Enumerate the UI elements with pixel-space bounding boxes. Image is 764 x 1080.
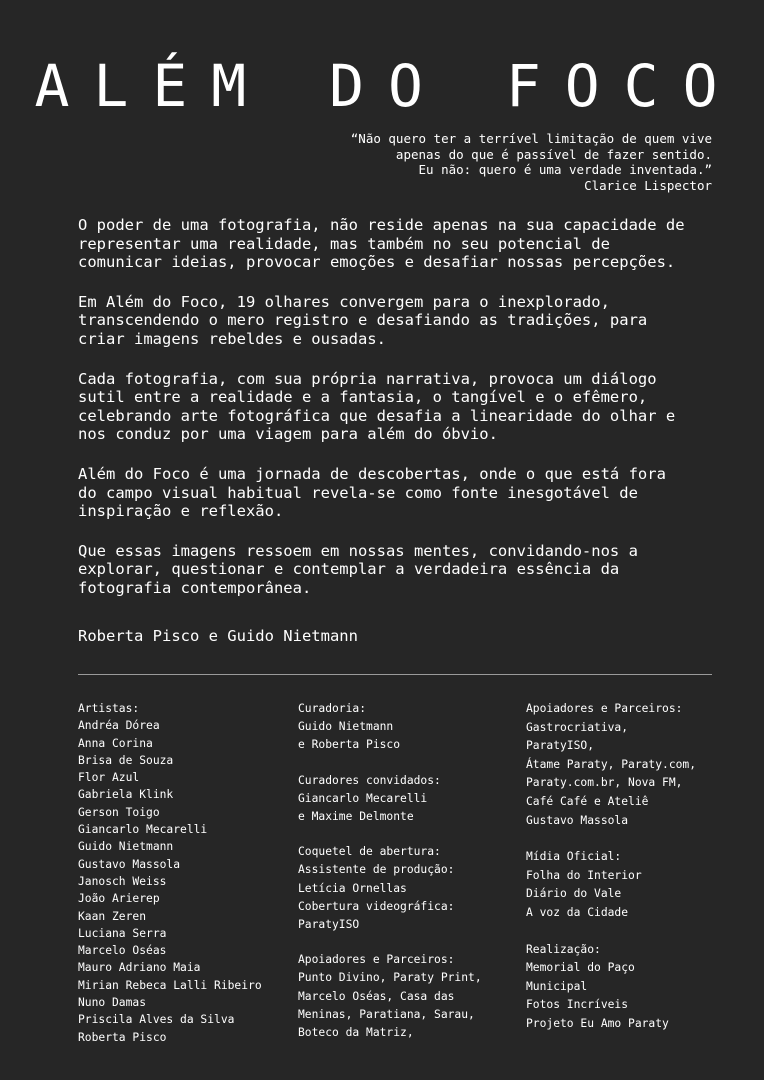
paragraph-2	[78, 293, 738, 349]
credits-heading: Artistas:	[78, 702, 140, 715]
paragraph-3	[78, 370, 738, 444]
artist-name: Janosch Weiss	[78, 874, 167, 888]
credits-group-curadoria	[298, 700, 482, 755]
text-line: inspiração e reflexão.	[78, 502, 284, 521]
artist-name: Giancarlo Mecarelli	[78, 823, 208, 837]
credits-line: Gustavo Massola	[526, 813, 629, 827]
paragraph-4	[78, 465, 738, 521]
artist-name: Mauro Adriano Maia	[78, 961, 201, 975]
credits-line: A voz da Cidade	[526, 905, 629, 919]
paragraph-5	[78, 542, 738, 598]
text-line: O poder de uma fotografia, não reside apenas na sua capacidade de	[78, 216, 685, 234]
text-line: comunicar ideias, provocar emoções e desafiar nossas percepções.	[78, 253, 676, 272]
credits-line: e Maxime Delmonte	[298, 810, 414, 824]
epigraph-quote	[252, 131, 712, 193]
text-line: fotografia contemporânea.	[78, 578, 312, 597]
credits-line: Cobertura videográfica:	[298, 899, 455, 913]
credits-line: Giancarlo Mecarelli	[298, 791, 428, 805]
text-line: explorar, questionar e contemplar a verdadeira essência da	[78, 560, 620, 579]
quote-author: Clarice Lispector	[584, 177, 712, 193]
credits-line: e Roberta Pisco	[298, 738, 401, 752]
page-title: ALÉM DO FOCO	[34, 52, 742, 120]
credits-line: Boteco da Matriz,	[298, 1026, 414, 1040]
credits-artists-column	[78, 700, 262, 1046]
credits-partners-column	[526, 700, 696, 1052]
artist-name: Gabriela Klink	[78, 788, 174, 802]
credits-line: Projeto Eu Amo Paraty	[526, 1016, 669, 1030]
artist-name: Mirian Rebeca Lalli Ribeiro	[78, 978, 262, 992]
credits-heading: Realização:	[526, 942, 601, 956]
credits-group-guest-curators	[298, 772, 482, 827]
text-line: celebrando arte fotográfica que desafia a linearidade do olhar e	[78, 406, 676, 425]
artist-name: Kaan Zeren	[78, 909, 147, 923]
quote-line: apenas do que é passível de fazer sentido.	[395, 146, 712, 162]
quote-line: “Não quero ter a terrível limitação de quem vive	[350, 131, 712, 146]
credits-heading: Curadoria:	[298, 702, 367, 715]
artist-name: Priscila Alves da Silva	[78, 1013, 235, 1027]
credits-line: Letícia Ornellas	[298, 881, 407, 895]
credits-heading: Apoiadores e Parceiros:	[298, 953, 455, 967]
credits-line: Diário do Vale	[526, 887, 622, 901]
credits-heading: Coquetel de abertura:	[298, 845, 441, 859]
text-line: transcendendo o mero registro e desafiando as tradições, para	[78, 311, 648, 330]
credits-line: Folha do Interior	[526, 868, 642, 882]
artist-name: Roberta Pisco	[78, 1030, 167, 1044]
credits-heading: Apoiadores e Parceiros:	[526, 702, 683, 715]
text-line: criar imagens rebeldes e ousadas.	[78, 329, 386, 348]
artist-name: Gustavo Massola	[78, 857, 181, 871]
text-line: Em Além do Foco, 19 olhares convergem para o inexplorado,	[78, 292, 610, 311]
text-line: do campo visual habitual revela-se como fonte inesgotável de	[78, 483, 638, 502]
credits-line: Café Café e Ateliê	[526, 794, 649, 808]
credits-line: Punto Divino, Paraty Print,	[298, 971, 482, 985]
signature: Roberta Pisco e Guido Nietmann	[78, 627, 358, 645]
credits-line: Meninas, Paratiana, Sarau,	[298, 1007, 475, 1021]
artist-name: Anna Corina	[78, 736, 153, 750]
text-line: nos conduz por uma viagem para além do óbvio.	[78, 425, 498, 444]
artist-name: Gerson Toigo	[78, 805, 160, 819]
credits-group-partners	[526, 700, 696, 830]
text-line: Além do Foco é uma jornada de descobertas, onde o que está fora	[78, 464, 666, 483]
credits-line: Átame Paraty, Paraty.com,	[526, 757, 697, 771]
credits-line: Municipal	[526, 979, 588, 993]
credits-group-supporters	[298, 951, 482, 1042]
credits-group-opening	[298, 843, 482, 934]
credits-line: Paraty.com.br, Nova FM,	[526, 776, 683, 790]
text-line: Que essas imagens ressoem em nossas mentes, convidando-nos a	[78, 541, 638, 560]
curatorial-text	[78, 216, 738, 619]
credits-line: Memorial do Paço	[526, 961, 635, 975]
credits-group-media	[526, 848, 696, 922]
artist-name: Flor Azul	[78, 771, 140, 785]
artist-name: Andréa Dórea	[78, 719, 160, 733]
artist-name: Brisa de Souza	[78, 753, 174, 767]
artist-name: Luciana Serra	[78, 926, 167, 940]
credits-heading: Curadores convidados:	[298, 773, 441, 787]
credits-line: ParatyISO,	[526, 739, 595, 753]
artist-name: Marcelo Oséas	[78, 944, 167, 958]
credits-line: Fotos Incríveis	[526, 998, 629, 1012]
artist-name: Guido Nietmann	[78, 840, 174, 854]
text-line: Cada fotografia, com sua própria narrativa, provoca um diálogo	[78, 369, 657, 388]
artist-name: João Arierep	[78, 892, 160, 906]
credits-line: Guido Nietmann	[298, 720, 394, 734]
quote-line: Eu não: quero é uma verdade inventada.”	[418, 162, 712, 177]
credits-line: Marcelo Oséas, Casa das	[298, 989, 455, 1003]
credits-heading: Mídia Oficial:	[526, 850, 622, 864]
text-line: representar uma realidade, mas também no seu potencial de	[78, 234, 610, 253]
credits-curation-column	[298, 700, 482, 1059]
credits-group-realization	[526, 941, 696, 1034]
divider	[78, 674, 712, 675]
credits-line: ParatyISO	[298, 918, 360, 932]
text-line: sutil entre a realidade e a fantasia, o tangível e o efêmero,	[78, 388, 648, 407]
credits-line: Assistente de produção:	[298, 863, 455, 877]
artist-name: Nuno Damas	[78, 996, 147, 1010]
paragraph-1	[78, 216, 738, 272]
credits-line: Gastrocriativa,	[526, 720, 629, 734]
